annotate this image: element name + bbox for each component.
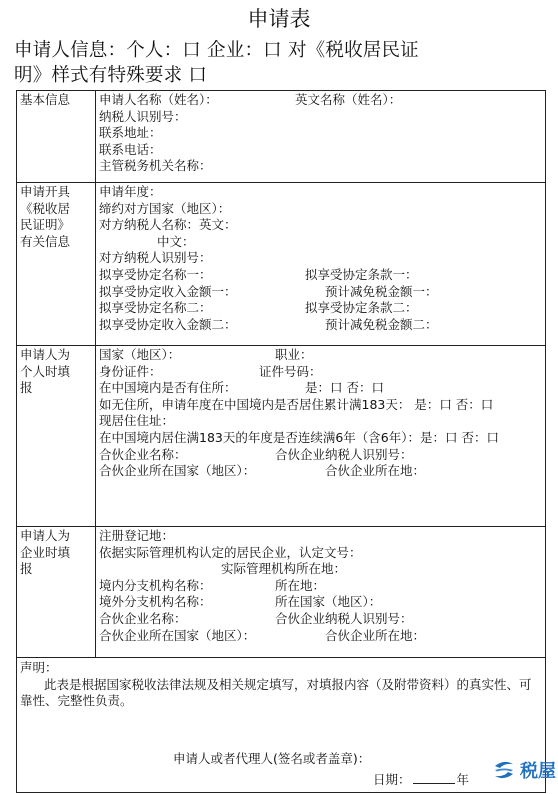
basic-info-content	[95, 91, 545, 182]
treaty-country-field: 缔约对方国家（地区）：	[99, 200, 231, 216]
tax-id-field: 纳税人识别号：	[99, 108, 187, 124]
tax-reduction-1-field: 预计减免税金额一：	[325, 283, 438, 299]
applicant-type-line-2: 明》样式有特殊要求 口	[14, 65, 208, 86]
occupation-field: 职业：	[275, 347, 313, 362]
id-document-field: 身份证件：	[99, 363, 162, 379]
date-year-char: 年	[456, 772, 470, 787]
applicant-type-line-1: 申请人信息：个人：口 企业：口 对《税收居民证	[14, 40, 419, 61]
treaty-name-1-field: 拟享受协定名称一：	[99, 266, 212, 282]
enterprise-partner-tax-id-field: 合伙企业纳税人识别号：	[275, 610, 413, 626]
page-title: 申请表	[247, 7, 311, 31]
domestic-branch-field: 境内分支机构名称：	[99, 577, 212, 593]
date-field	[373, 770, 469, 788]
individual-partner-tax-id-field: 合伙企业纳税人识别号：	[275, 446, 413, 462]
certificate-info-content	[95, 183, 545, 345]
treaty-clause-2-field: 拟享受协定条款二：	[305, 300, 418, 316]
enterprise-partner-name-field: 合伙企业名称：	[99, 610, 187, 626]
enterprise-section-content	[95, 527, 545, 657]
counterpart-english-name-field: 对方纳税人名称：英文：	[99, 217, 237, 233]
domicile-question: 在中国境内是否有住所：	[99, 380, 237, 396]
logo-icon	[491, 759, 517, 781]
watermark-logo	[491, 757, 556, 783]
address-field: 联系地址：	[99, 125, 162, 141]
date-underline	[413, 783, 455, 784]
applicant-name-field: 申请人名称（姓名）：	[99, 92, 218, 107]
watermark-text: 税屋	[520, 761, 556, 782]
basic-info-label: 基本信息	[20, 92, 71, 107]
management-location-field: 实际管理机构所在地：	[221, 561, 347, 577]
declaration-heading: 声明：	[20, 660, 58, 675]
phone-field: 联系电话：	[99, 141, 162, 157]
id-number-field: 证件号码：	[259, 363, 322, 379]
counterpart-tax-id-field: 对方纳税人识别号：	[99, 250, 212, 266]
individual-section-content	[95, 346, 545, 526]
counterpart-chinese-name-field: 中文：	[157, 233, 195, 249]
treaty-income-1-field: 拟享受协定收入金额一：	[99, 283, 237, 299]
individual-partner-country-field: 合伙企业所在国家（地区）：	[99, 463, 256, 479]
no-domicile-183-days-question: 如无住所，申请年度在中国境内是否居住累计满183天： 是：口 否：口	[99, 396, 494, 412]
signature-field: 申请人或者代理人(签名或者盖章)：	[173, 751, 371, 766]
treaty-name-2-field: 拟享受协定名称二：	[99, 300, 212, 316]
six-year-residence-question: 在中国境内居住满183天的年度是否连续满6年（含6年）：是：口 否：口	[99, 429, 499, 445]
foreign-branch-field: 境外分支机构名称：	[99, 594, 212, 610]
individual-partner-name-field: 合伙企业名称：	[99, 446, 187, 462]
domestic-branch-location-field: 所在地：	[275, 577, 326, 593]
foreign-branch-country-field: 所在国家（地区）：	[275, 594, 382, 610]
tax-authority-field: 主管税务机关名称：	[99, 158, 212, 174]
date-label: 日期：	[373, 772, 411, 787]
application-year-field: 申请年度：	[99, 184, 162, 199]
registration-address-field: 注册登记地：	[99, 528, 175, 543]
individual-section-label: 申请人为 个人时填 报	[20, 347, 71, 396]
treaty-clause-1-field: 拟享受协定条款一：	[305, 266, 418, 282]
enterprise-section-label: 申请人为 企业时填 报	[20, 528, 71, 577]
english-name-field: 英文名称（姓名）：	[295, 92, 402, 107]
treaty-income-2-field: 拟享受协定收入金额二：	[99, 316, 237, 332]
applicant-type-line	[14, 38, 550, 88]
enterprise-partner-location-field: 合伙企业所在地：	[325, 627, 426, 643]
individual-partner-location-field: 合伙企业所在地：	[325, 463, 426, 479]
tax-reduction-2-field: 预计减免税金额二：	[325, 316, 438, 332]
domicile-checkboxes[interactable]: 是：口 否：口	[305, 380, 384, 396]
enterprise-partner-country-field: 合伙企业所在国家（地区）：	[99, 627, 256, 643]
application-form-table	[16, 90, 546, 793]
declaration-text: 此表是根据国家税收法律法规及相关规定填写，对填报内容（及附带资料）的真实性、可靠性、完整性负责。	[20, 676, 532, 709]
individual-country-field: 国家（地区）：	[99, 347, 181, 362]
resident-document-number-field: 依据实际管理机构认定的居民企业，认定文号：	[99, 544, 362, 560]
certificate-info-label: 申请开具 《税收居 民证明》 有关信息	[20, 184, 71, 249]
current-address-field: 现居住住址：	[99, 413, 175, 429]
